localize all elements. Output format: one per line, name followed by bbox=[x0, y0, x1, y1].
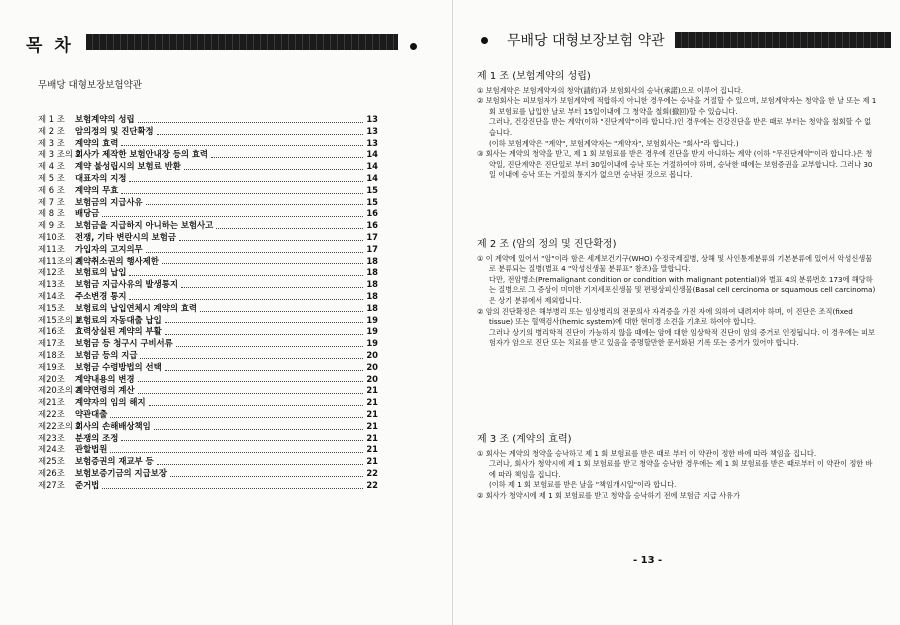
toc-entry-number: 제19조 bbox=[38, 361, 65, 372]
toc-leader-dots bbox=[121, 145, 363, 146]
toc-entry-number: 제 8 조 bbox=[38, 208, 65, 219]
toc-entry-number: 제12조 bbox=[38, 267, 65, 278]
toc-leader-dots bbox=[157, 134, 363, 135]
toc-leader-dots bbox=[138, 393, 363, 394]
toc-entry-title: 약관대출 bbox=[75, 408, 108, 419]
toc-entry-number: 제10조 bbox=[38, 231, 65, 242]
toc-entry-title: 배당금 bbox=[75, 208, 100, 219]
toc-entry-page: 15 bbox=[366, 184, 378, 195]
toc-entry-page: 20 bbox=[366, 361, 378, 372]
toc-entry-title: 보험금 수령방법의 선택 bbox=[75, 361, 162, 372]
toc-leader-dots bbox=[165, 370, 363, 371]
toc-entry-number: 제 2 조 bbox=[38, 125, 65, 136]
toc-entry-number: 제24조 bbox=[38, 444, 65, 455]
toc-entry-page: 13 bbox=[366, 125, 378, 136]
toc-leader-dots bbox=[138, 381, 363, 382]
toc-entry bbox=[38, 197, 378, 209]
toc-entry-page: 16 bbox=[366, 208, 378, 219]
toc-entry-title: 계약의 무효 bbox=[75, 184, 119, 195]
toc-leader-dots bbox=[216, 228, 363, 229]
toc-entry-page: 21 bbox=[366, 432, 378, 443]
toc-entry-title: 보험금 등 청구시 구비서류 bbox=[75, 338, 173, 349]
toc-entry-number: 제15조 bbox=[38, 302, 65, 313]
toc-entry-title: 회사가 제작한 보험안내장 등의 효력 bbox=[75, 149, 209, 160]
toc-entry-title: 보험금을 지급하지 아니하는 보험사고 bbox=[75, 220, 214, 231]
toc-entry-page: 20 bbox=[366, 349, 378, 360]
toc-entry bbox=[38, 126, 378, 138]
article-3 bbox=[477, 435, 877, 502]
toc-list bbox=[38, 114, 378, 492]
toc-entry-page: 18 bbox=[366, 302, 378, 313]
toc-leader-dots bbox=[165, 322, 363, 323]
toc-entry-number: 제27조 bbox=[38, 479, 65, 490]
toc-entry-number: 제23조 bbox=[38, 432, 65, 443]
toc-entry-title: 분쟁의 조정 bbox=[75, 432, 119, 443]
toc-entry-title: 보험계약의 성립 bbox=[75, 114, 135, 124]
toc-entry-title: 대표자의 지정 bbox=[75, 172, 127, 183]
toc-entry bbox=[38, 326, 378, 338]
toc-entry-title: 관할법원 bbox=[75, 444, 108, 455]
toc-entry-number: 제 9 조 bbox=[38, 220, 65, 231]
article-paragraph: ② 보험회사는 피보험자가 보험계약에 적합하지 아니한 경우에는 승낙을 거절할 수 있으며, 보험계약자는 청약을 한 날 또는 제 1 회 보험료를 납입한 날로 부터 15일이내에 그 청약을 철회(撤回)할 수 있습니다. bbox=[477, 96, 877, 116]
article-heading: 제 3 조 (계약의 효력) bbox=[477, 434, 572, 445]
toc-entry-page: 14 bbox=[366, 149, 378, 160]
toc-entry-number: 제22조 bbox=[38, 408, 65, 419]
toc-header bbox=[26, 31, 398, 56]
toc-leader-dots bbox=[181, 287, 363, 288]
toc-book-title: 무배당 대형보장보험약관 bbox=[38, 80, 142, 91]
toc-entry bbox=[38, 267, 378, 279]
toc-entry bbox=[38, 114, 378, 126]
toc-entry-title: 가입자의 고지의무 bbox=[75, 243, 143, 254]
article-paragraph: ② 암의 진단확정은 해부병리 또는 임상병리의 전문의사 자격증을 가진 자에 의하여 내려져야 하며, 이 진단은 조직(fixed tissue) 또는 혈액검사(hemic system)에 대한 현미경 소견을 기초로 하여야 합니다. bbox=[477, 306, 853, 327]
toc-entry-number: 제22조의 2 bbox=[38, 420, 81, 431]
policy-page bbox=[452, 0, 900, 625]
toc-entry bbox=[38, 421, 378, 433]
toc-entry-title: 보험금 등의 지급 bbox=[75, 349, 138, 360]
toc-entry-page: 18 bbox=[366, 267, 378, 278]
toc-entry-number: 제 3 조 bbox=[38, 137, 65, 148]
toc-leader-dots bbox=[140, 358, 363, 359]
toc-entry-number: 제 4 조 bbox=[38, 161, 65, 172]
toc-entry-title: 계약연령의 계산 bbox=[75, 385, 135, 396]
toc-entry-title: 계약 불성립시의 보험료 반환 bbox=[75, 161, 181, 172]
article-paragraph: ① 보험계약은 보험계약자의 청약(請約)과 보험회사의 승낙(承諾)으로 이루어 집니다. bbox=[477, 85, 744, 95]
toc-leader-dots bbox=[211, 157, 363, 158]
toc-entry-page: 21 bbox=[366, 420, 378, 431]
toc-entry bbox=[38, 138, 378, 150]
toc-leader-dots bbox=[170, 476, 363, 477]
toc-entry bbox=[38, 279, 378, 291]
toc-entry bbox=[38, 161, 378, 173]
toc-entry-title: 보험료의 납입 bbox=[75, 267, 127, 278]
article-1 bbox=[477, 72, 877, 181]
title-bullet bbox=[481, 37, 488, 44]
toc-entry bbox=[38, 468, 378, 480]
toc-entry-page: 19 bbox=[366, 338, 378, 349]
toc-entry-title: 준거법 bbox=[75, 479, 100, 490]
toc-leader-dots bbox=[162, 263, 363, 264]
toc-entry-title: 보험금 지급사유의 발생통지 bbox=[75, 279, 178, 290]
article-paragraph: ③ 회사는 계약의 청약을 받고, 제 1 회 보험료를 받은 경우에 진단을 받지 아니하는 계약 (이하 "무진단계약"이라 합니다.)은 청약일, 진단계약은 진단일로 부터 30일이내에 승낙 또는 거절하여야 하며, 승낙한 때에는 보험증권을 교부합니다. 그러나 30일 이내에 승낙 또는 거절의 통지가 없으면 승낙된 것으로 봅니다. bbox=[477, 149, 873, 180]
toc-entry bbox=[38, 456, 378, 468]
toc-entry-number: 제25조 bbox=[38, 456, 65, 467]
toc-entry-number: 제 3 조의 2 bbox=[38, 149, 81, 160]
toc-entry bbox=[38, 374, 378, 386]
toc-entry-page: 19 bbox=[366, 326, 378, 337]
toc-entry bbox=[38, 409, 378, 421]
toc-leader-dots bbox=[149, 405, 363, 406]
toc-entry-number: 제20조 bbox=[38, 373, 65, 384]
toc-entry-page: 17 bbox=[366, 231, 378, 242]
toc-entry-number: 제11조 bbox=[38, 243, 65, 254]
toc-entry-title: 전쟁, 기타 변란시의 보험금 bbox=[75, 231, 176, 242]
toc-entry-page: 21 bbox=[366, 456, 378, 467]
toc-entry-title: 회사의 손해배상책임 bbox=[75, 420, 151, 431]
toc-entry bbox=[38, 444, 378, 456]
toc-entry bbox=[38, 173, 378, 185]
toc-entry bbox=[38, 232, 378, 244]
toc-entry-page: 16 bbox=[366, 220, 378, 231]
toc-leader-dots bbox=[121, 193, 363, 194]
toc-leader-dots bbox=[157, 464, 363, 465]
toc-leader-dots bbox=[129, 181, 363, 182]
toc-entry bbox=[38, 397, 378, 409]
article-2 bbox=[477, 240, 877, 349]
toc-entry-number: 제14조 bbox=[38, 290, 65, 301]
toc-leader-dots bbox=[129, 275, 363, 276]
toc-entry-page: 19 bbox=[366, 314, 378, 325]
policy-header-bar bbox=[675, 32, 891, 48]
toc-entry-title: 보험보증기금의 지급보장 bbox=[75, 467, 167, 478]
toc-entry-page: 21 bbox=[366, 385, 378, 396]
toc-entry-title: 보험금의 지급사유 bbox=[75, 196, 143, 207]
toc-entry-page: 18 bbox=[366, 290, 378, 301]
toc-entry bbox=[38, 220, 378, 232]
toc-leader-dots bbox=[110, 452, 363, 453]
toc-entry bbox=[38, 362, 378, 374]
toc-leader-dots bbox=[200, 311, 363, 312]
toc-leader-dots bbox=[121, 440, 363, 441]
toc-leader-dots bbox=[102, 216, 363, 217]
toc-leader-dots bbox=[146, 252, 363, 253]
toc-entry bbox=[38, 338, 378, 350]
toc-header-bar bbox=[86, 34, 398, 50]
policy-title: 무배당 대형보장보험 약관 bbox=[507, 33, 665, 49]
toc-leader-dots bbox=[165, 334, 363, 335]
toc-leader-dots bbox=[179, 240, 363, 241]
toc-leader-dots bbox=[110, 417, 363, 418]
article-paragraph: (이하 제 1 회 보험료를 받은 날을 "책임개시일"이라 합니다. bbox=[489, 480, 677, 490]
toc-entry-number: 제13조 bbox=[38, 279, 65, 290]
article-heading: 제 1 조 (보험계약의 성립) bbox=[477, 71, 591, 82]
article-paragraph: (이하 보험계약은 "계약", 보험계약자는 "계약자", 보험회사는 "회사"라 합니다.) bbox=[489, 138, 739, 148]
toc-entry-number: 제18조 bbox=[38, 349, 65, 360]
toc-entry-page: 13 bbox=[366, 137, 378, 148]
toc-entry bbox=[38, 149, 378, 161]
toc-leader-dots bbox=[129, 299, 363, 300]
toc-entry-title: 효력상실된 계약의 부활 bbox=[75, 326, 162, 337]
toc-leader-dots bbox=[184, 169, 363, 170]
article-paragraph: ② 회사가 청약시에 제 1 회 보험료를 받고 청약을 승낙하기 전에 보험금 지급 사유가 bbox=[477, 490, 740, 500]
article-paragraph: 다만, 전암병소(Premalignant condition or condition with malignant potential)와 별표 4의 분류번호 173에 해당하는 질병으로 그 증상이 미미한 기저세포신생물 및 편평상피신생물(Basal cell cercinoma or squamous cell carcinoma)은 상기 분류에서 제외합니다. bbox=[489, 274, 876, 305]
toc-entry-title: 계약취소권의 행사제한 bbox=[75, 255, 159, 266]
toc-entry bbox=[38, 291, 378, 303]
article-heading: 제 2 조 (암의 정의 및 진단확정) bbox=[477, 239, 617, 250]
toc-entry-page: 13 bbox=[366, 114, 378, 124]
toc-entry bbox=[38, 208, 378, 220]
toc-entry bbox=[38, 315, 378, 327]
toc-entry-page: 18 bbox=[366, 279, 378, 290]
article-paragraph: ① 이 계약에 있어서 "암"이라 함은 세계보건기구(WHO) 수정국제질병, 상해 및 사인통계분류의 기본분류에 있어서 악성신생물로 분류되는 질병(별표 4 "악성신생물 분류표" 참조)을 말합니다. bbox=[477, 253, 873, 274]
toc-entry bbox=[38, 433, 378, 445]
toc-entry-number: 제20조의 2 bbox=[38, 385, 81, 396]
toc-entry bbox=[38, 385, 378, 397]
toc-leader-dots bbox=[146, 204, 363, 205]
toc-entry bbox=[38, 303, 378, 315]
toc-entry-page: 21 bbox=[366, 397, 378, 408]
toc-entry bbox=[38, 256, 378, 268]
toc-leader-dots bbox=[138, 122, 363, 123]
page-number: - 13 - bbox=[633, 555, 663, 566]
article-paragraph: 그러나, 건강진단을 받는 계약(이하 "진단계약"이라 합니다.)인 경우에는 건강진단을 받은 때로 부터는 청약을 철회할 수 없습니다. bbox=[489, 117, 872, 137]
toc-entry-number: 제26조 bbox=[38, 467, 65, 478]
toc-entry-page: 20 bbox=[366, 373, 378, 384]
article-paragraph: 그러나, 회사가 청약시에 제 1 회 보험료를 받고 청약을 승낙한 경우에는 제 1 회 보험료를 받은 때로부터 이 약관이 정한 바에 따라 책임을 집니다. bbox=[489, 459, 873, 479]
toc-entry-page: 15 bbox=[366, 196, 378, 207]
toc-entry-page: 14 bbox=[366, 161, 378, 172]
toc-entry-number: 제 5 조 bbox=[38, 172, 65, 183]
toc-entry-number: 제11조의 2 bbox=[38, 255, 81, 266]
toc-entry-page: 21 bbox=[366, 408, 378, 419]
toc-entry-page: 17 bbox=[366, 243, 378, 254]
toc-entry-page: 14 bbox=[366, 172, 378, 183]
toc-entry-title: 보험증권의 재교부 등 bbox=[75, 456, 154, 467]
toc-entry-title: 계약의 효력 bbox=[75, 137, 119, 148]
toc-entry-title: 계약내용의 변경 bbox=[75, 373, 135, 384]
toc-entry-title: 주소변경 통지 bbox=[75, 290, 127, 301]
toc-entry-number: 제21조 bbox=[38, 397, 65, 408]
toc-entry-number: 제 7 조 bbox=[38, 196, 65, 207]
toc-title: 목 차 bbox=[26, 36, 74, 56]
toc-entry-page: 22 bbox=[366, 467, 378, 478]
toc-entry-title: 보험료의 자동대출 납입 bbox=[75, 314, 162, 325]
toc-entry-page: 22 bbox=[366, 479, 378, 490]
article-paragraph: ① 회사는 계약의 청약을 승낙하고 제 1 회 보험료를 받은 때로 부터 이 약관이 정한 바에 따라 책임을 집니다. bbox=[477, 448, 817, 458]
toc-entry-title: 암의정의 및 진단확정 bbox=[75, 125, 154, 136]
toc-entry-number: 제15조의 2 bbox=[38, 314, 81, 325]
toc-entry-number: 제16조 bbox=[38, 326, 65, 337]
toc-entry-page: 21 bbox=[366, 444, 378, 455]
policy-header bbox=[479, 28, 891, 50]
toc-leader-dots bbox=[102, 488, 363, 489]
article-paragraph: 그러나 상기의 병리학적 진단이 가능하지 않을 때에는 암에 대한 임상학적 진단이 암의 증거로 인정됩니다. 이 경우에는 피보험자가 암으로 진단 또는 치료를 받고 있음을 증명할만한 문서화된 기록 또는 증거가 있어야 합니다. bbox=[489, 327, 876, 348]
toc-leader-dots bbox=[176, 346, 363, 347]
toc-leader-dots bbox=[154, 429, 363, 430]
toc-entry bbox=[38, 185, 378, 197]
toc-entry-title: 보험료의 납입연체시 계약의 효력 bbox=[75, 302, 198, 313]
toc-entry bbox=[38, 244, 378, 256]
toc-entry-page: 18 bbox=[366, 255, 378, 266]
page-bullet bbox=[410, 43, 417, 50]
toc-entry-number: 제 6 조 bbox=[38, 184, 65, 195]
toc-entry-title: 계약자의 임의 해지 bbox=[75, 397, 146, 408]
toc-entry-number: 제17조 bbox=[38, 338, 65, 349]
toc-entry bbox=[38, 350, 378, 362]
toc-entry-number: 제 1 조 bbox=[38, 114, 65, 124]
toc-entry bbox=[38, 480, 378, 492]
